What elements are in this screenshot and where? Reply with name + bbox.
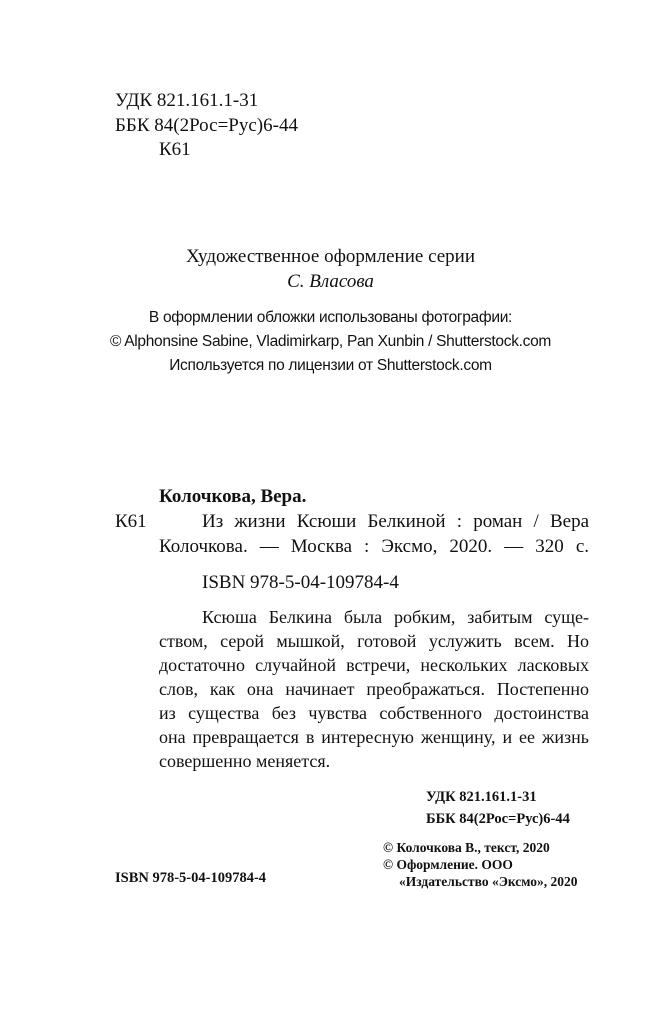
photo-credit-line3: Используется по лицензии от Shutterstock.com bbox=[169, 357, 492, 374]
annotation-line: Ксюша Белкина была робким, забитым суще- bbox=[202, 607, 589, 627]
annotation-line: она превращается в интересную женщину, и ее жизнь bbox=[159, 727, 589, 747]
copyright-design: © Оформление. ООО bbox=[383, 857, 513, 872]
catalog-author-code: К61 bbox=[115, 511, 147, 532]
catalog-author: Колочкова, Вера. bbox=[159, 486, 307, 507]
catalog-title-line1: Из жизни Ксюши Белкиной : роман / Вера bbox=[202, 511, 589, 532]
copyright-text: © Колочкова В., текст, 2020 bbox=[383, 840, 550, 855]
annotation-line: слов, как она начинает преображаться. Постепенно bbox=[159, 679, 589, 699]
udk-top: УДК 821.161.1-31 bbox=[115, 90, 259, 111]
annotation-line: ством, серой мышкой, готовой услужить всем. Но bbox=[159, 631, 589, 651]
catalog-isbn: ISBN 978-5-04-109784-4 bbox=[202, 572, 399, 593]
catalog-title-line2: Колочкова. — Москва : Эксмо, 2020. — 320 с. bbox=[159, 536, 589, 557]
bbk-top: ББК 84(2Рос=Рус)6-44 bbox=[115, 115, 298, 136]
udk-bottom: УДК 821.161.1-31 bbox=[426, 789, 537, 805]
annotation-line: достаточно случайной встречи, нескольких ласковых bbox=[159, 655, 589, 675]
annotation-line: совершенно меняется. bbox=[159, 751, 331, 771]
annotation-line: из существа без чувства собственного достоинства bbox=[159, 703, 589, 723]
photo-credit-line1: В оформлении обложки использованы фотографии: bbox=[148, 309, 513, 326]
design-credit-name: С. Власова bbox=[287, 271, 374, 292]
photo-credit-line2: © Alphonsine Sabine, Vladimirkarp, Pan Xunbin / Shutterstock.com bbox=[109, 333, 552, 350]
bbk-bottom: ББК 84(2Рос=Рус)6-44 bbox=[426, 811, 570, 827]
design-credit-label: Художественное оформление серии bbox=[185, 246, 476, 267]
author-code-top: К61 bbox=[159, 139, 191, 160]
isbn-bottom: ISBN 978-5-04-109784-4 bbox=[115, 870, 267, 886]
copyright-publisher: «Издательство «Эксмо», 2020 bbox=[399, 874, 578, 889]
